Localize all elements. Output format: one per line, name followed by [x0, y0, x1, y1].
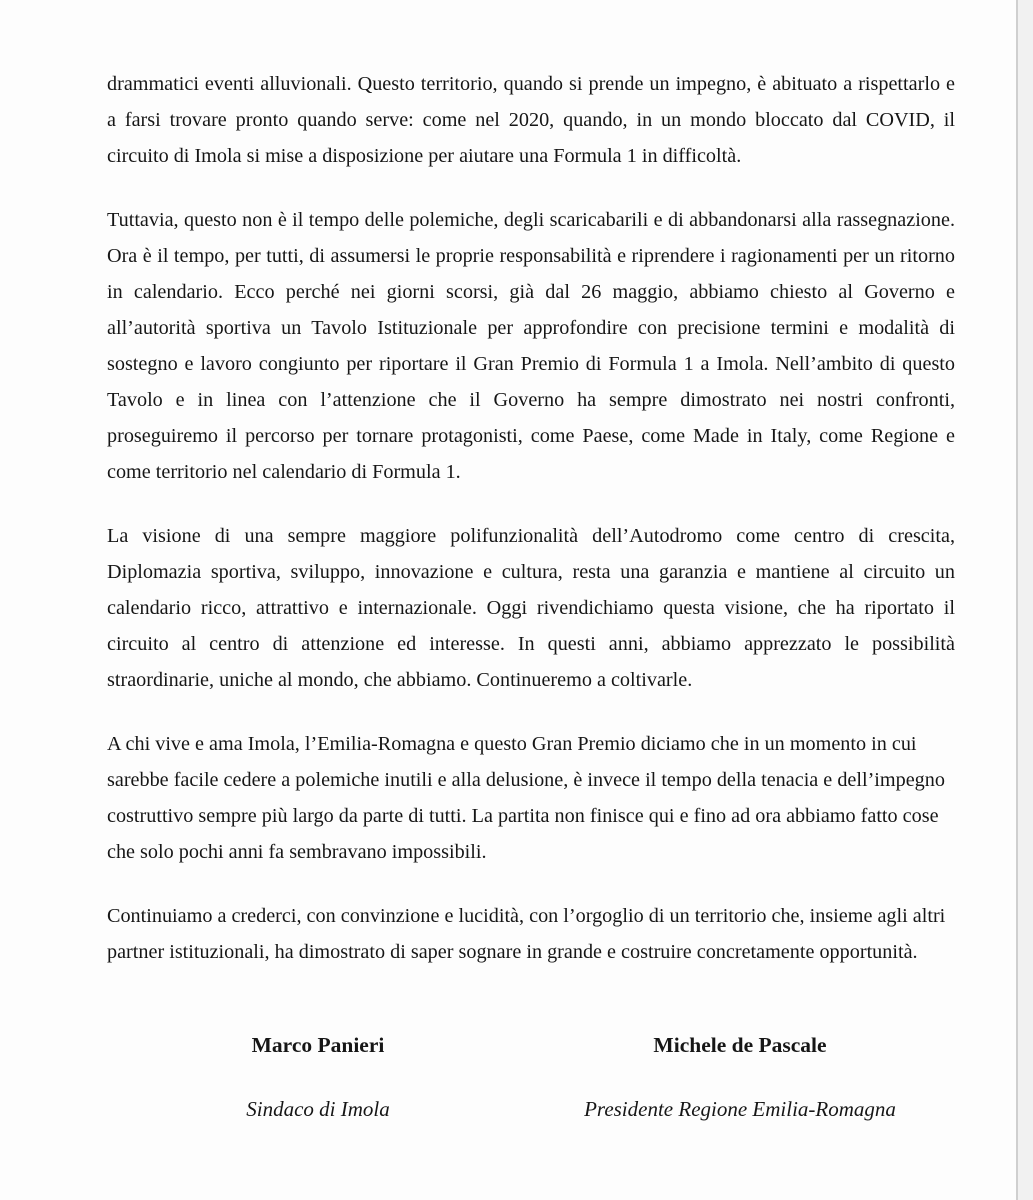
- paragraph-autodromo-vision: La visione di una sempre maggiore polifunzionalità dell’Autodromo come centro di crescita, Diplomazia sportiva, sviluppo, innovazione e cultura, resta una garanzia e mantiene al circuito un calendario ricco, attrattivo e internazionale. Oggi rivendichiamo questa visione, che ha riportato il circuito al centro di attenzione ed interesse. In questi anni, abbiamo apprezzato le possibilità straordinarie, uniche al mondo, che abbiamo. Continueremo a coltivarle.: [107, 525, 955, 691]
- signatory-president: [530, 1030, 950, 1124]
- signatory-name: Marco Panieri: [251, 1033, 385, 1057]
- signatory-title: Sindaco di Imola: [246, 1097, 390, 1121]
- signatory-name: Michele de Pascale: [653, 1033, 827, 1057]
- signatory-mayor: [108, 1030, 528, 1124]
- letter-body: [107, 66, 955, 998]
- paragraph-flood-events: drammatici eventi alluvionali. Questo territorio, quando si prende un impegno, è abituato a rispettarlo e a farsi trovare pronto quando serve: come nel 2020, quando, in un mondo bloccato dal COVID, il circuito di Imola si mise a disposizione per aiutare una Formula 1 in difficoltà.: [107, 73, 955, 167]
- paragraph-institutional-table: Tuttavia, questo non è il tempo delle polemiche, degli scaricabarili e di abbandonarsi alla rassegnazione. Ora è il tempo, per tutti, di assumersi le proprie responsabilità e riprendere i ragionamenti per un ritorno in calendario. Ecco perché nei giorni scorsi, già dal 26 maggio, abbiamo chiesto al Governo e all’autorità sportiva un Tavolo Istituzionale per approfondire con precisione termini e modalità di sostegno e lavoro congiunto per riportare il Gran Premio di Formula 1 a Imola. Nell’ambito di questo Tavolo e in linea con l’attenzione che il Governo ha sempre dimostrato nei nostri confronti, proseguiremo il percorso per tornare protagonisti, come Paese, come Made in Italy, come Regione e come territorio nel calendario di Formula 1.: [107, 209, 955, 483]
- paragraph-closing: Continuiamo a crederci, con convinzione e lucidità, con l’orgoglio di un territorio che, insieme agli altri partner istituzionali, ha dimostrato di saper sognare in grande e costruire concretamente opportunità.: [107, 905, 946, 963]
- paragraph-tenacity: A chi vive e ama Imola, l’Emilia-Romagna e questo Gran Premio diciamo che in un momento in cui sarebbe facile cedere a polemiche inutili e alla delusione, è invece il tempo della tenacia e dell’impegno costruttivo sempre più largo da parte di tutti. La partita non finisce qui e fino ad ora abbiamo fatto cose che solo pochi anni fa sembravano impossibili.: [107, 733, 945, 863]
- signatory-title: Presidente Regione Emilia-Romagna: [584, 1097, 896, 1121]
- page-edge-shadow: [1018, 0, 1033, 1200]
- signature-block: [0, 1030, 1033, 1140]
